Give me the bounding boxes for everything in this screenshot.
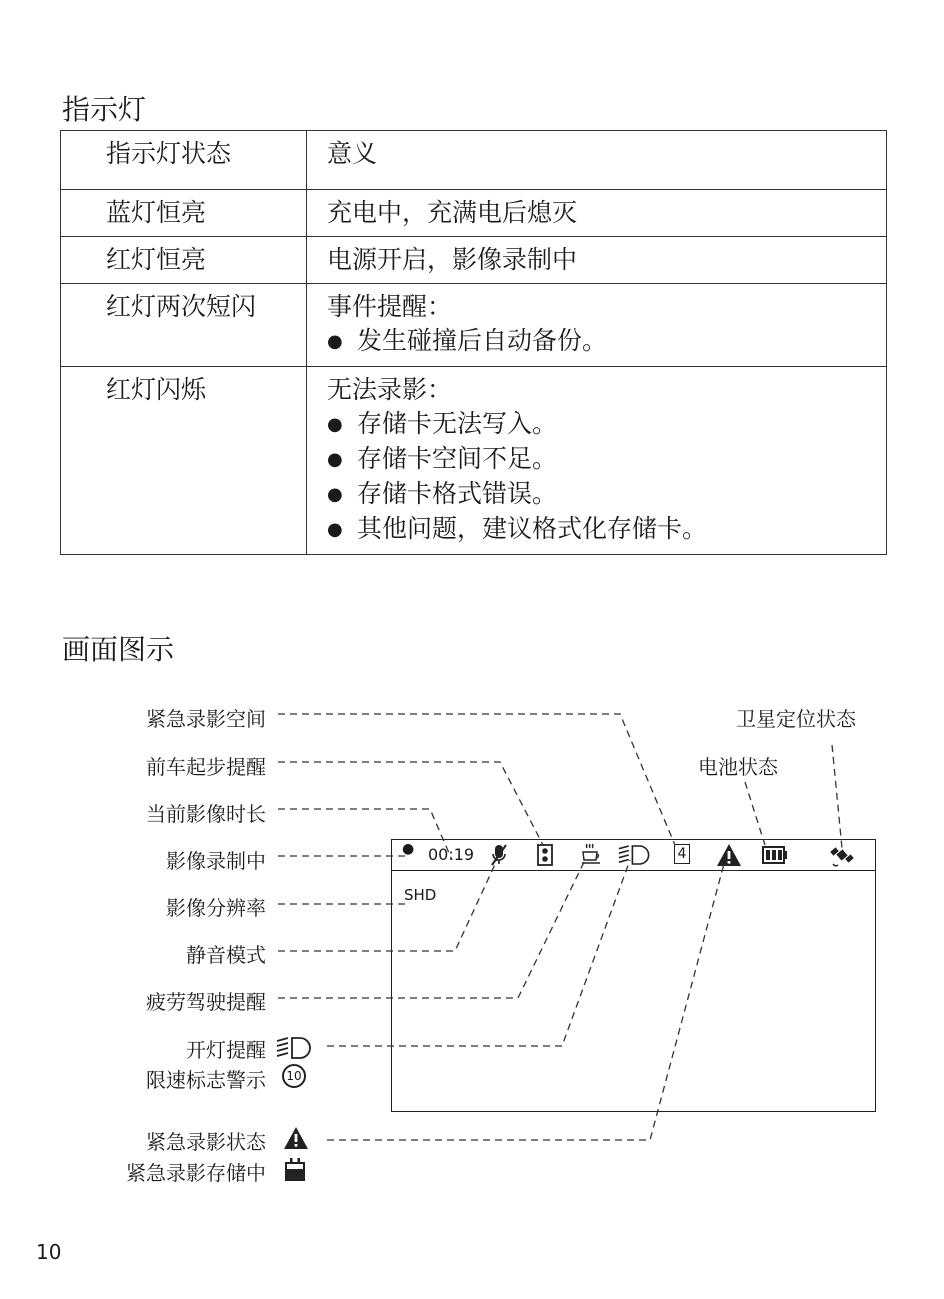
leader-front-car-start [278,762,543,845]
leader-battery [745,782,765,845]
row-state: 红灯闪烁 [61,367,307,555]
label-emergency-space: 紧急录影空间 [146,707,266,731]
label-headlight: 开灯提醒 [186,1038,266,1062]
record-dot-icon: ● [402,841,415,857]
label-gps-status: 卫星定位状态 [736,707,856,731]
row-state: 蓝灯恒亮 [61,190,307,237]
label-front-car-start: 前车起步提醒 [146,755,266,779]
leader-current-duration [278,809,452,860]
label-battery-status: 电池状态 [698,755,778,779]
label-current-duration: 当前影像时长 [146,802,266,826]
page-number: 10 [36,1240,62,1264]
resolution-text: SHD [404,886,437,904]
label-emergency-storing: 紧急录影存储中 [126,1161,266,1185]
row-state: 红灯两次短闪 [61,284,307,367]
leader-gps [832,745,842,848]
label-speed-limit: 限速标志警示 [146,1068,266,1092]
bullet-item: ● 存储卡无法写入。 [327,407,886,442]
label-resolution: 影像分辨率 [166,896,266,920]
label-emergency-status: 紧急录影状态 [146,1130,266,1154]
leader-emergency-space [278,714,675,845]
label-fatigue: 疲劳驾驶提醒 [146,990,266,1014]
row-meaning: 电源开启，影像录制中 [307,237,887,284]
emergency-count-box: 4 [674,844,690,864]
bullet-item: ● 发生碰撞后自动备份。 [327,324,886,359]
leader-headlight [327,860,630,1046]
section-title-indicator: 指示灯 [62,93,147,126]
section-title-screen: 画面图示 [62,633,175,666]
bullet-item: ● 存储卡空间不足。 [327,442,886,477]
leader-mute [278,860,497,951]
header-meaning: 意义 [307,131,887,190]
speed-limit-icon: 10 [282,1064,306,1088]
label-mute: 静音模式 [186,943,266,967]
bullet-item: ● 其他问题，建议格式化存储卡。 [327,512,886,547]
row-meaning: 充电中，充满电后熄灭 [307,190,887,237]
row-meaning: 无法录影： [327,375,453,404]
leader-fatigue [278,860,585,998]
recording-time: 00:19 [428,845,475,864]
bullet-item: ● 存储卡格式错误。 [327,477,886,512]
leader-emergency-status [327,860,725,1140]
row-state: 红灯恒亮 [61,237,307,284]
label-recording: 影像录制中 [166,849,266,873]
row-meaning: 事件提醒： [327,292,453,321]
header-state: 指示灯状态 [61,131,307,190]
